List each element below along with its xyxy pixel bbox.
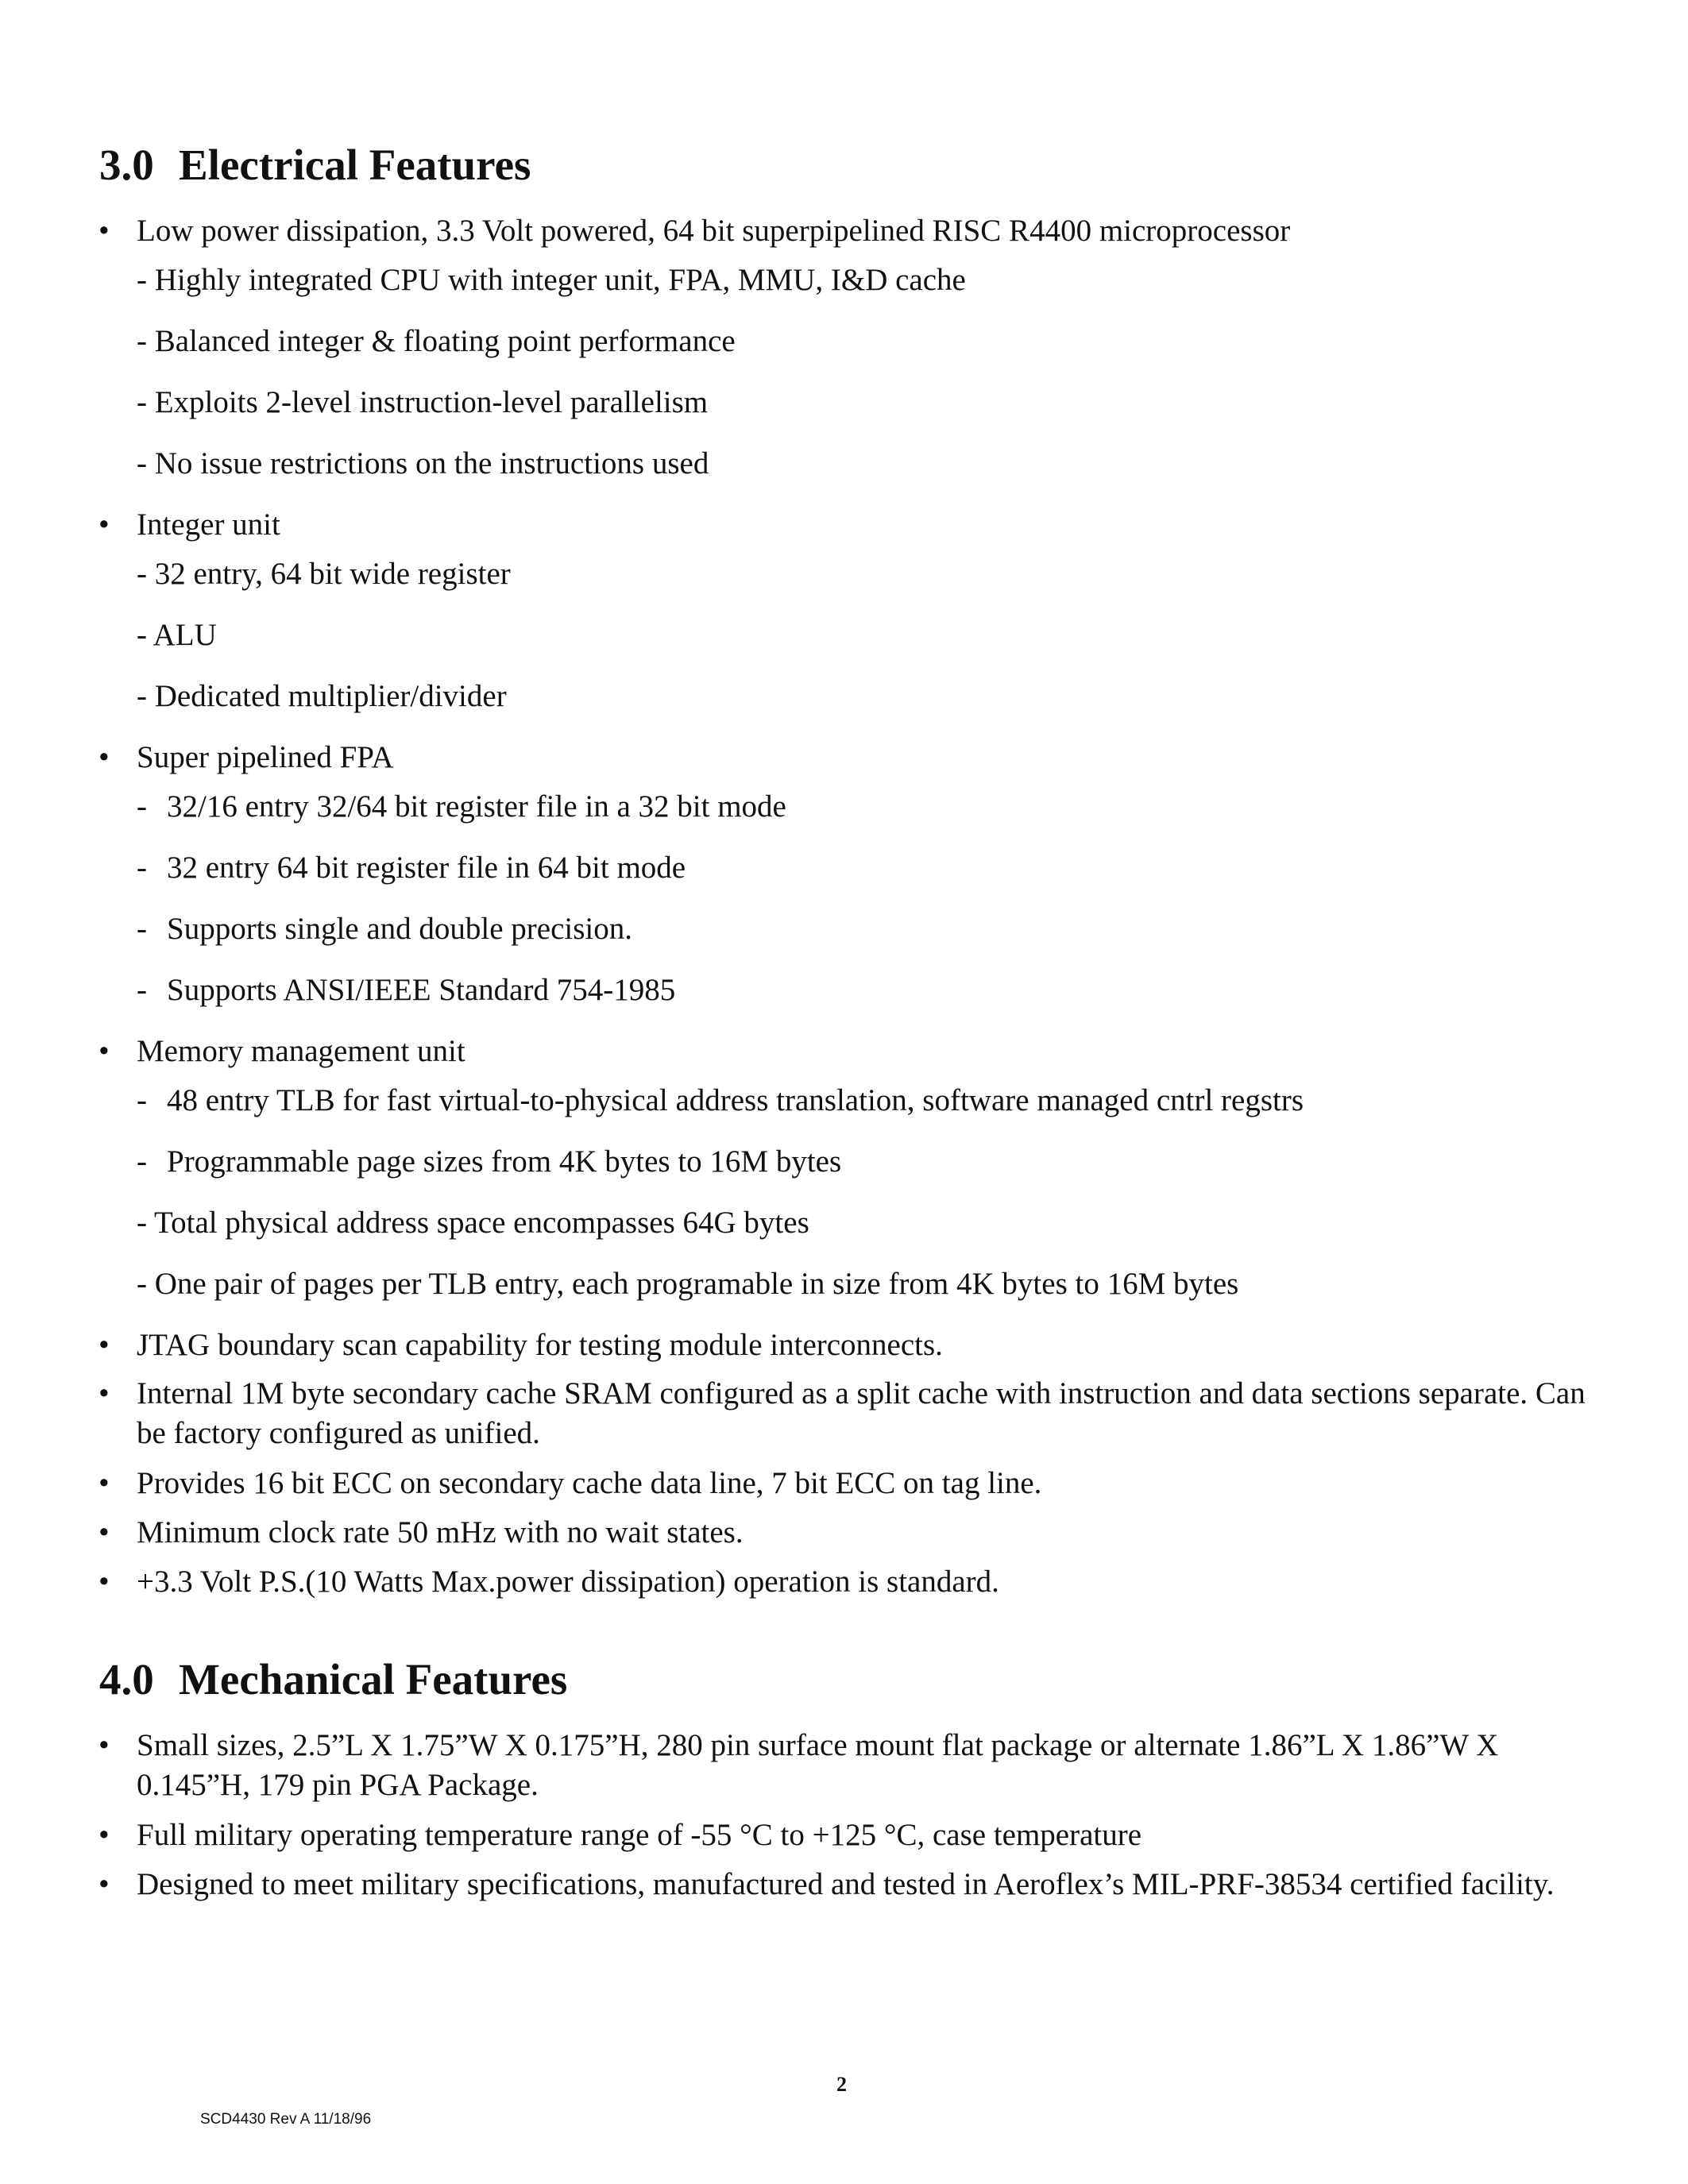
sub-item-text: Supports single and double precision. xyxy=(167,912,633,946)
document-id: SCD4430 Rev A 11/18/96 xyxy=(200,2111,372,2128)
bullet-item: • Minimum clock rate 50 mHz with no wait states. xyxy=(137,1513,1614,1553)
section-heading-mechanical xyxy=(99,1654,567,1705)
bullet-item: • Low power dissipation, 3.3 Volt powered, 64 bit superpipelined RISC R4400 microprocessor xyxy=(137,211,1614,251)
sub-item: - 32/16 entry 32/64 bit register file in a 32 bit mode xyxy=(137,789,786,824)
sub-item: - 48 entry TLB for fast virtual-to-physical address translation, software managed cntrl regstrs xyxy=(137,1083,1304,1117)
bullet-item: • +3.3 Volt P.S.(10 Watts Max.power dissipation) operation is standard. xyxy=(137,1562,1614,1602)
bullet-item: • Designed to meet military specifications, manufactured and tested in Aeroflex’s MIL-PRF-38534 certified facility. xyxy=(137,1865,1614,1904)
sub-item: - ALU xyxy=(137,618,217,652)
page-number: 2 xyxy=(836,2073,847,2096)
bullet-item: • Full military operating temperature range of -55 °C to +125 °C, case temperature xyxy=(137,1815,1614,1855)
section-title: Mechanical Features xyxy=(179,1655,568,1704)
sub-item-text: 32 entry 64 bit register file in 64 bit mode xyxy=(167,851,686,885)
section-number: 4.0 xyxy=(99,1655,154,1704)
sub-item-text: Supports ANSI/IEEE Standard 754-1985 xyxy=(167,973,676,1007)
sub-item: - Supports single and double precision. xyxy=(137,912,633,946)
sub-item: - Highly integrated CPU with integer unit, FPA, MMU, I&D cache xyxy=(137,263,966,297)
sub-item: - Balanced integer & floating point performance xyxy=(137,324,736,358)
sub-item-text: 32/16 entry 32/64 bit register file in a 32 bit mode xyxy=(167,789,786,824)
sub-item: - Exploits 2-level instruction-level parallelism xyxy=(137,385,709,419)
bullet-item: • JTAG boundary scan capability for testing module interconnects. xyxy=(137,1325,1614,1365)
section-heading-electrical xyxy=(99,140,531,191)
bullet-item: • Memory management unit xyxy=(137,1032,1614,1071)
bullet-item: • Provides 16 bit ECC on secondary cache data line, 7 bit ECC on tag line. xyxy=(137,1464,1614,1503)
sub-item: - Dedicated multiplier/divider xyxy=(137,679,507,713)
sub-item: - Supports ANSI/IEEE Standard 754-1985 xyxy=(137,973,676,1007)
sub-item-text: Programmable page sizes from 4K bytes to 16M bytes xyxy=(167,1144,842,1179)
sub-item-text: 48 entry TLB for fast virtual-to-physical address translation, software managed cntrl regstrs xyxy=(167,1083,1304,1117)
bullet-item: • Small sizes, 2.5”L X 1.75”W X 0.175”H, 280 pin surface mount flat package or alternate 1.86”L X 1.86”W X 0.145”H, 179 pin PGA Package. xyxy=(137,1726,1614,1805)
sub-item: - Total physical address space encompasses 64G bytes xyxy=(137,1206,809,1240)
bullet-item: • Internal 1M byte secondary cache SRAM configured as a split cache with instruction and data sections separate. Can be factory configured as unified. xyxy=(137,1374,1614,1453)
sub-item: - 32 entry, 64 bit wide register xyxy=(137,557,511,591)
sub-item: - One pair of pages per TLB entry, each programable in size from 4K bytes to 16M bytes xyxy=(137,1267,1239,1301)
sub-item: - 32 entry 64 bit register file in 64 bit mode xyxy=(137,851,686,885)
bullet-item: • Super pipelined FPA xyxy=(137,738,1614,778)
bullet-item: • Integer unit xyxy=(137,505,1614,545)
sub-item: - No issue restrictions on the instructions used xyxy=(137,446,709,480)
section-number: 3.0 xyxy=(99,141,154,189)
section-title: Electrical Features xyxy=(179,141,531,189)
sub-item: - Programmable page sizes from 4K bytes to 16M bytes xyxy=(137,1144,842,1179)
